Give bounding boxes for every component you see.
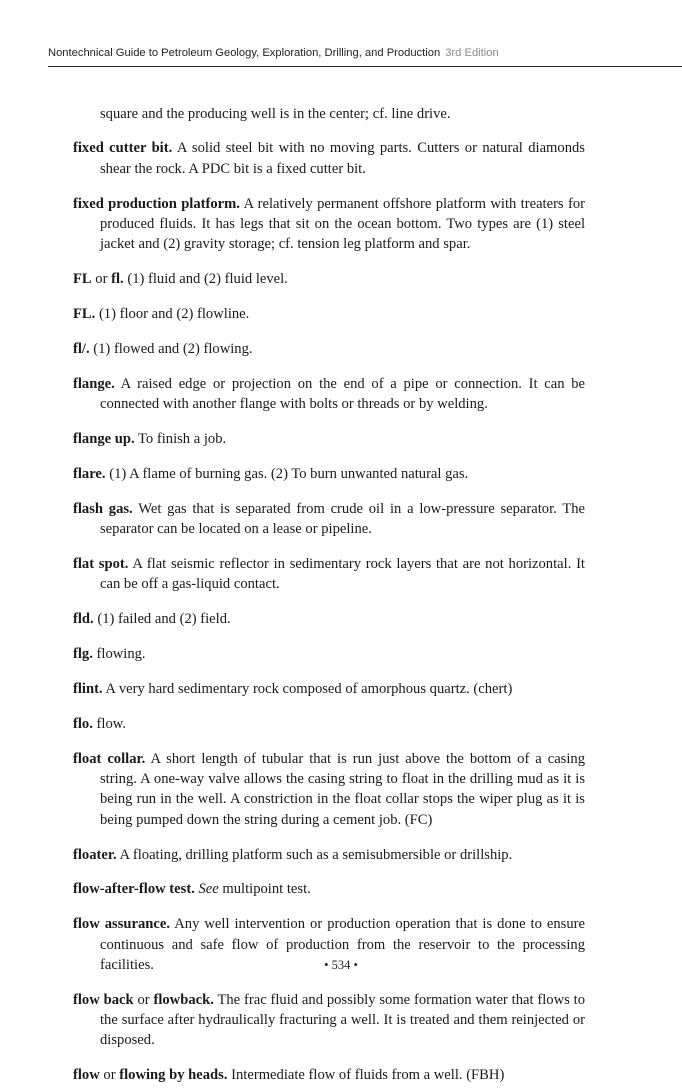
entry-definition: (1) failed and (2) field. <box>93 611 231 628</box>
entry-definition: Any well intervention or production operation that is done to ensure continuous and safe flow of production from the reservoir to the processing facilities. <box>100 916 585 973</box>
glossary-entry <box>73 339 585 359</box>
entry-definition: A relatively permanent offshore platform with treaters for produced fluids. It has legs that sit on the ocean bottom. Two types are (1) steel jacket and (2) gravity storage; cf. tension leg platform and spar. <box>100 195 585 253</box>
entry-term: flowing by heads. <box>119 1067 228 1084</box>
entry-definition: The frac fluid and possibly some formation water that flows to the surface after hydraulically fracturing a well. It is treated and them reinjected or disposed. <box>100 991 585 1049</box>
entry-definition: (1) floor and (2) flowline. <box>95 306 250 323</box>
glossary-entry <box>73 879 585 899</box>
glossary-entry <box>73 194 585 255</box>
glossary-entry <box>73 464 585 484</box>
entry-definition: (1) fluid and (2) fluid level. <box>123 271 288 288</box>
glossary-entry <box>73 679 585 699</box>
entry-definition: (1) A flame of burning gas. (2) To burn unwanted natural gas. <box>105 465 469 482</box>
entry-definition: A raised edge or projection on the end of a pipe or connection. It can be connected with another flange with bolts or threads or by welding. <box>100 375 585 413</box>
entry-term: float collar. <box>73 750 146 767</box>
entry-term: flo. <box>73 715 93 732</box>
glossary-entry <box>73 749 585 830</box>
glossary-entry <box>73 845 585 865</box>
entry-term: flow assurance. <box>73 916 171 933</box>
entry-term: FL. <box>73 306 96 323</box>
glossary-entries <box>73 89 585 1091</box>
glossary-entry <box>73 269 585 289</box>
entry-definition: Wet gas that is separated from crude oil in a low-pressure separator. The separator can be located on a lease or pipeline. <box>100 500 586 538</box>
entry-term: fld. <box>73 611 94 628</box>
entry-definition: multipoint test. <box>218 881 311 898</box>
cross-reference-see: See <box>198 881 219 898</box>
entry-term: fixed production platform. <box>73 195 240 212</box>
glossary-entry <box>73 138 585 179</box>
entry-definition: (1) flowed and (2) flowing. <box>89 340 253 357</box>
entry-term: FL <box>73 271 92 288</box>
entry-term: flange up. <box>73 431 135 448</box>
entry-term: fl. <box>111 271 124 288</box>
entry-definition: A flat seismic reflector in sedimentary rock layers that are not horizontal. It can be off a gas-liquid contact. <box>100 555 585 593</box>
book-title: Nontechnical Guide to Petroleum Geology, Exploration, Drilling, and Production <box>48 47 441 59</box>
entry-term: flow back <box>73 991 134 1008</box>
entry-term: fl/. <box>73 340 90 357</box>
entry-definition: A solid steel bit with no moving parts. Cutters or natural diamonds shear the rock. A PDC bit is a fixed cutter bit. <box>100 140 585 177</box>
running-header <box>48 47 682 67</box>
entry-term: flow <box>73 1067 100 1084</box>
entry-definition: flowing. <box>92 646 146 663</box>
edition-label: 3rd Edition <box>445 47 499 59</box>
entry-term: flow-after-flow test. <box>73 881 195 898</box>
entry-term: floater. <box>73 846 117 863</box>
glossary-entry <box>73 304 585 324</box>
glossary-entry <box>73 644 585 664</box>
glossary-entry <box>73 429 585 449</box>
entry-term: flange. <box>73 375 115 392</box>
entry-definition: or <box>91 271 112 288</box>
entry-definition: A very hard sedimentary rock composed of amorphous quartz. (chert) <box>102 680 513 697</box>
entry-definition: or <box>133 991 154 1008</box>
continued-entry-text: square and the producing well is in the center; cf. line drive. <box>100 105 451 122</box>
page-number: • 534 • <box>324 958 358 972</box>
entry-term: flat spot. <box>73 555 129 572</box>
glossary-entry <box>73 554 585 595</box>
entry-term: flash gas. <box>73 500 133 517</box>
glossary-entry <box>73 609 585 629</box>
entry-definition: To finish a job. <box>134 431 227 448</box>
entry-term: flowback. <box>153 991 214 1008</box>
entry-term: fixed cutter bit. <box>73 140 173 157</box>
glossary-entry <box>73 714 585 734</box>
entry-definition: Intermediate flow of fluids from a well. (FBH) <box>227 1067 505 1084</box>
entry-definition: A floating, drilling platform such as a semisubmersible or drillship. <box>116 846 513 863</box>
entry-term: flint. <box>73 680 103 697</box>
glossary-entry <box>73 990 585 1051</box>
entry-term: flare. <box>73 465 106 482</box>
glossary-entry <box>73 374 585 415</box>
glossary-entry <box>73 1065 585 1085</box>
glossary-entry <box>73 499 585 540</box>
entry-definition: flow. <box>92 715 126 732</box>
entry-definition: A short length of tubular that is run just above the bottom of a casing string. A one-way valve allows the casing string to float in the drilling mud as it is being run in the well. A constriction in the float collar stops the wiper plug as it is being pumped down the string during a cement job. (FC) <box>100 750 585 828</box>
entry-term: flg. <box>73 646 93 663</box>
entry-definition: or <box>99 1067 120 1084</box>
